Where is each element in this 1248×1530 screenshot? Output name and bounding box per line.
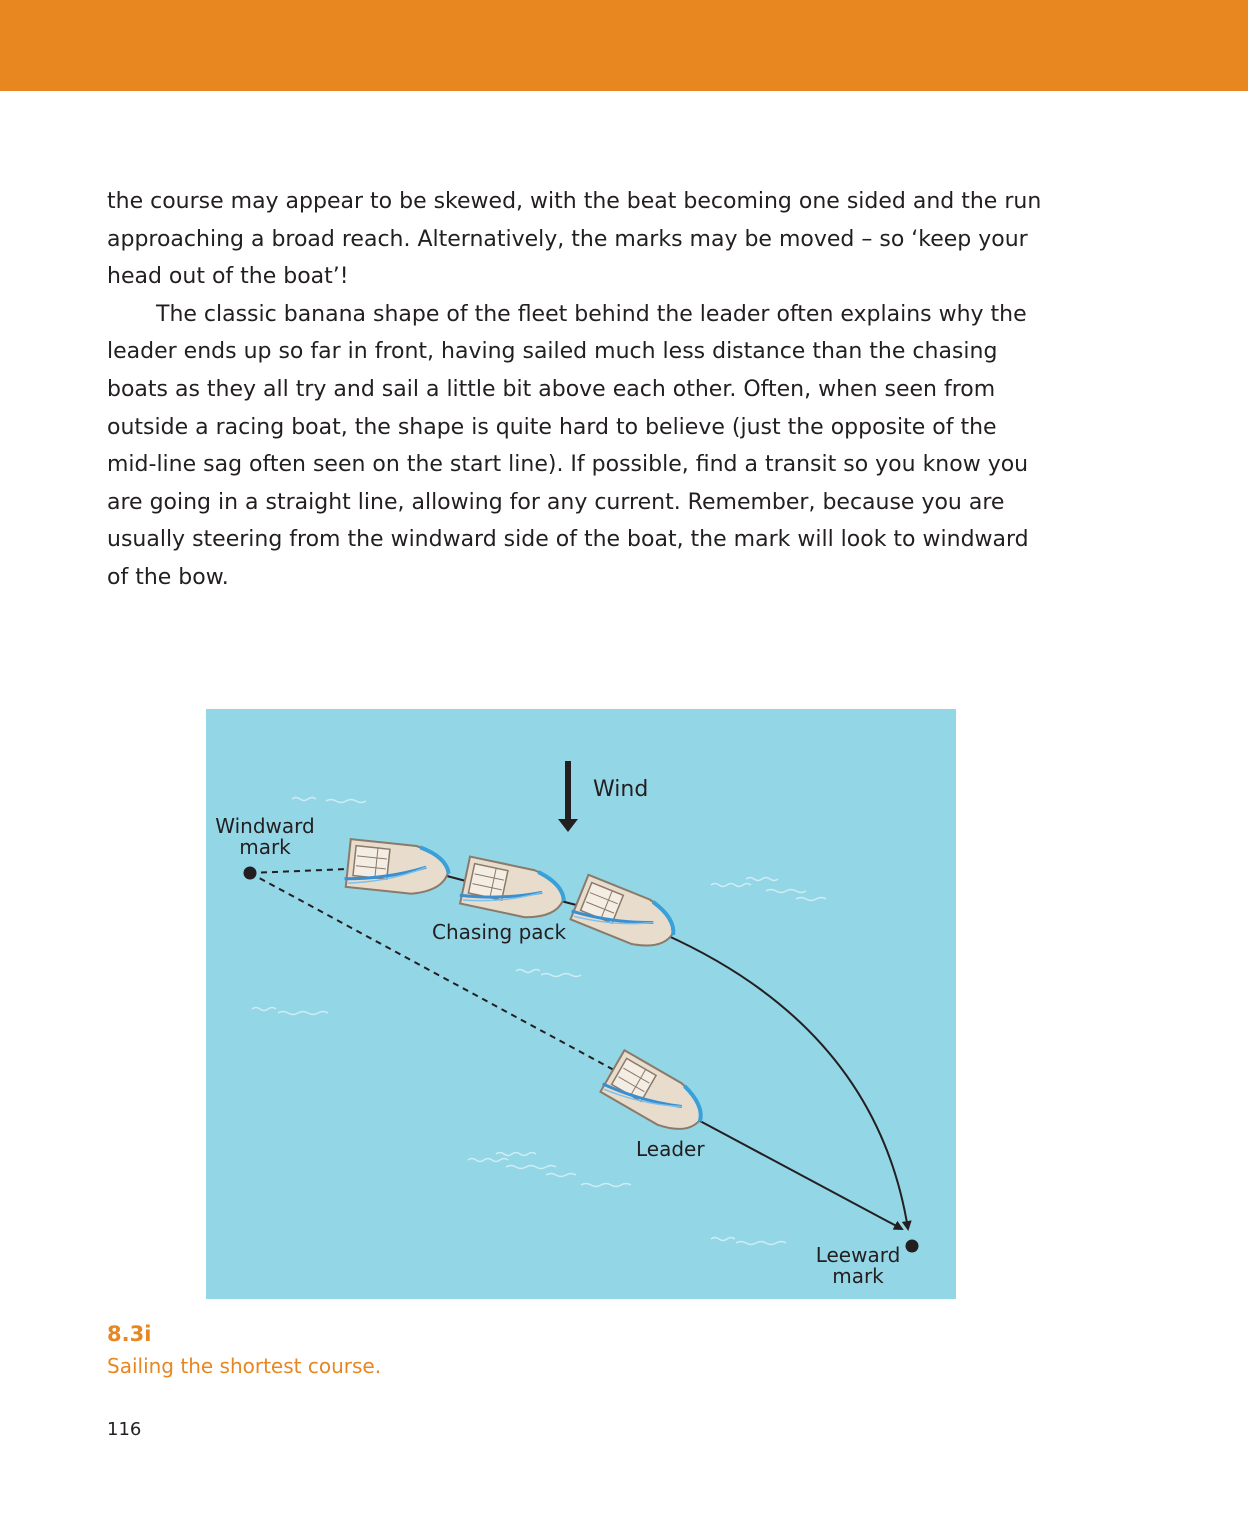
windward-mark-label-line-2: mark [239, 835, 291, 859]
figure-caption: Sailing the shortest course. [107, 1354, 382, 1378]
paragraph-2: The classic banana shape of the fleet behind the leader often explains why the leader ends up so far in front, having sailed much less distance than the chasing boats as they all try and sail a little bit above each other. Often, when seen from outside a racing boat, the shape is quite hard to believe (just the opposite of the mid-line sag often seen on the start line). If possible, find a transit so you know you are going in a straight line, allowing for any current. Remember, because you are usually steering from the windward side of the boat, the mark will look to windward of the bow. [107, 301, 1029, 590]
water-background [206, 709, 956, 1299]
leeward-mark-label-line-1: Leeward [815, 1243, 901, 1267]
header-band [0, 0, 1248, 91]
wind-label: Wind [593, 777, 649, 802]
paragraph-1: the course may appear to be skewed, with the beat becoming one sided and the run approaching a broad reach. Alternatively, the marks may be moved – so ‘keep your head out of the boat’! [107, 189, 1042, 290]
page-number: 116 [107, 1419, 142, 1440]
leader-label: Leader [636, 1137, 705, 1161]
windward-mark-label-line-1: Windward [215, 814, 315, 838]
leeward-mark-label-line-2: mark [832, 1264, 884, 1288]
course-diagram [206, 709, 956, 1299]
windward-mark [244, 867, 257, 880]
chasing-pack-label: Chasing pack [432, 920, 567, 944]
figure-number: 8.3i [107, 1322, 152, 1346]
leeward-mark [906, 1240, 919, 1253]
body-text [107, 183, 1047, 597]
